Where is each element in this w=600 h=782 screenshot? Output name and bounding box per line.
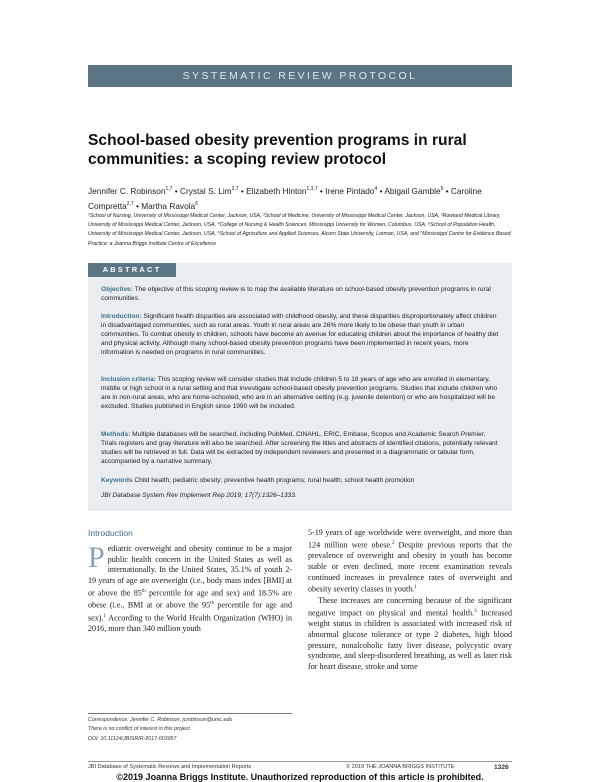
author-affiliation-marker: 1,7	[165, 186, 173, 192]
journal-citation: JBI Database System Rev Implement Rep 2019; 17(7):1326–1333.	[101, 492, 297, 499]
author-list: Jennifer C. Robinson$^{1,7}$ • Crystal S. Lim$^{2,7}$ • Elizabeth Hinton$^{1,3,7}$ • Irene Pintado$^4$ • Abigail Gamble$^5$ • Caroline Compretta$^{2,7}$ • Martha Ravola$^6$	[88, 185, 482, 211]
banner-label: SYSTEMATIC REVIEW PROTOCOL	[88, 65, 512, 87]
author-name: Crystal S. Lim	[179, 185, 232, 196]
abstract-inclusion-criteria	[101, 376, 501, 412]
author-affiliation-marker: 1,3,7	[306, 186, 318, 192]
abstract-introduction	[101, 313, 501, 358]
author-affiliation-marker: 6	[195, 200, 198, 207]
correspondence-divider	[88, 713, 292, 714]
author-affiliation-marker: 5	[440, 186, 444, 192]
author-name: Abigail Gamble	[384, 185, 441, 196]
objective-heading: Objective:	[101, 286, 133, 293]
correspondence-author: Correspondence: Jennifer C. Robinson, jcrobinson@umc.edu	[88, 717, 233, 723]
author-affiliation-marker: 2,7	[231, 186, 239, 192]
footer-copyright: © 2019 THE JOANNA BRIGGS INSTITUTE	[346, 764, 455, 770]
abstract-methods	[101, 431, 501, 467]
doi: DOI: 10.11124/JBISRIR-2017-003957	[88, 735, 177, 742]
author-name: Jennifer C. Robinson	[88, 185, 166, 196]
author-name: Caroline Compretta	[88, 185, 482, 211]
author-name: Irene Pintado	[325, 185, 375, 196]
abstract-objective	[101, 286, 501, 304]
intro-paragraph: Pediatric overweight and obesity continue to be a major public health concern in the United States as well as internationally. In the United States, 35.1% of youth 2-19 years of age are overweight (i.e., body mass index [BMI] at or above the 85th percentile for age and sex) and 18.5% are obese (i.e., BMI at or above the 95th percentile for age and sex).$^1$ According to the World Health Organization (WHO) in 2016, more than 340 million youth	[88, 540, 292, 634]
author-affiliation-marker: 4	[374, 186, 378, 192]
article-title: School-based obesity prevention programs in rural communities: a scoping review protocol	[88, 132, 467, 168]
watermark-text: ©2019 Joanna Briggs Institute. Unauthorized reproduction of this article is prohibited.	[116, 772, 484, 782]
keywords-heading: Keywords	[101, 477, 133, 484]
journal-banner	[0, 0, 600, 96]
methods-heading: Methods:	[101, 431, 131, 438]
conflict-statement: There is no conflict of interest in this project.	[88, 726, 192, 733]
abstract-keywords	[101, 477, 501, 486]
introduction-section-heading: Introduction	[88, 528, 133, 538]
abstract-tab: ABSTRACT	[88, 263, 176, 277]
footer-divider	[88, 761, 512, 762]
introduction-text: Significant health disparities are associated with childhood obesity, and these disparities disproportionately affect children in disadvantaged communities, such as rural areas. Youth in rural areas are 26% more likely to be obese than youth in urban communities. To combat obesity in children, schools have become an avenue for educating children about the importance of healthy diet and physical activity. Although many school-based obesity prevention programs have been implemented in recent years, more information is needed on programs in rural communities.	[101, 313, 499, 356]
keywords-text: Child health; pediatric obesity; preventive health programs; rural health; school health promotion	[134, 477, 415, 484]
objective-text: The objective of this scoping review is to map the available literature on school-based obesity prevention programs in rural communities.	[101, 286, 491, 302]
affiliations: ¹School of Nursing, University of Mississippi Medical Center, Jackson, USA, ²School of Medicine, University of Mississippi Medical Center, Jackson, USA, ³Rowland Medical Library, University of Mississippi Medical Center, Jackson, USA, ⁴College of Nursing & Health Sciences, Mississippi University for Women, Columbus, USA, ⁵School of Population Health, University of Mississippi Medical Center, Jackson, USA, ⁶School of Agriculture and Applied Sciences, Alcorn State University, Lorman, USA, and ⁷Mississippi Centre for Evidence Based Practice: a Joanna Briggs Institute Centre of Excellence	[88, 213, 511, 247]
author-name: Elizabeth Hinton	[246, 185, 307, 196]
body-paragraph-1: 5-19 years of age worldwide were overweight, and more than 124 million were obese.$^2$ Despite previous reports that the prevalence of overweight and obesity in youth has become stable or even declined, more recent examination reveals continued increases in prevalence rates of overweight and obesity severity classes in youth.$^1$	[308, 528, 512, 595]
introduction-heading: Introduction:	[101, 313, 142, 320]
author-name: Martha Ravola	[141, 200, 196, 211]
footer-journal: JBI Database of Systematic Reviews and Implementation Reports	[88, 764, 252, 770]
body-column-right	[308, 528, 512, 673]
correspondence-block	[88, 716, 298, 744]
page-number: 1326	[494, 764, 509, 771]
body-paragraph-2: These increases are concerning because of the significant negative impact on physical and mental health.$^3$ Increased weight status in children is associated with increased risk of abnormal glucose tolerance or type 2 diabetes, high blood pressure, nonalcoholic fatty liver disease, polycystic ovary syndrome, and sleep-disordered breathing, as well as later risk for heart disease, stroke and some	[308, 595, 512, 672]
author-affiliation-marker: 2,7	[126, 200, 134, 207]
criteria-heading: Inclusion criteria:	[101, 376, 156, 383]
criteria-text: This scoping review will consider studies that include children 5 to 18 years of age who are enrolled in elementary, middle or high school in a rural setting and that investigate school-based obesity prevention programs. Studies that include children who are in non-rural areas, who are home-schooled, who are in an alternative setting (e.g. juvenile detention) or who are hospitalized will be excluded. Studies published in English since 1990 will be included.	[101, 376, 498, 410]
body-column-left	[88, 528, 292, 635]
drop-cap: P	[88, 540, 105, 574]
methods-text: Multiple databases will be searched, including PubMed, CINAHL, ERIC, Embase, Scopus and Academic Search Premier. Trials registers and gray literature will also be searched. After screening the titles and abstracts of identified citations, potentially relevant studies will be retrieved in full. Data will be extracted by independent reviewers and presented in a diagrammatic or tabular form, accompanied by a narrative summary.	[101, 431, 498, 465]
